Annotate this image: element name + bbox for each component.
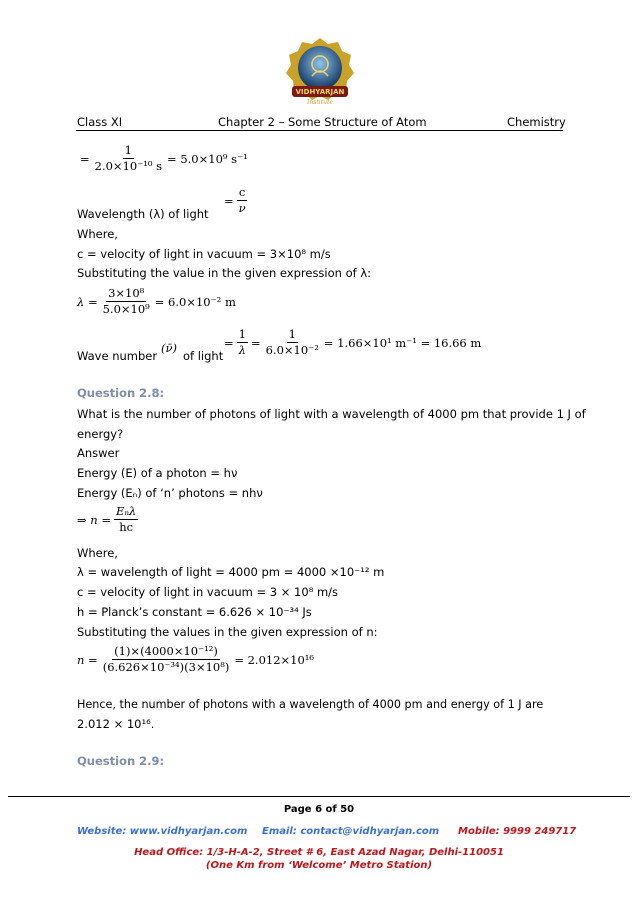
eq-n-num: Eₙλ (116, 504, 137, 518)
wave-number-label: Wave number (77, 349, 158, 363)
header-class: Class XI (77, 115, 123, 129)
equation-c-over-nu: = $\frac{c}{\nu}$ (224, 185, 246, 215)
eq-c-num: c (238, 185, 246, 199)
header-divider (76, 130, 563, 131)
eq-lambda-den: 5.0×10⁹ (102, 302, 150, 316)
logo-emblem-icon (284, 36, 356, 112)
equation-frequency: = $\frac{1}{\text{2.0×10⁻¹⁰ s}}$ = 5.0×10⁹ s⁻¹ (80, 143, 248, 173)
eq-lambda-lhs: λ = (77, 294, 98, 309)
eq-wn-num2: 1 (288, 327, 296, 341)
conclusion-line-1: Hence, the number of photons with a wavelength of 4000 pm and energy of 1 J are (77, 698, 544, 711)
eq-freq-num: 1 (124, 143, 132, 157)
eq-nval-rhs: = 2.012×10¹⁶ (234, 652, 315, 667)
eq-freq-rhs: = 5.0×10⁹ s⁻¹ (167, 151, 248, 166)
eq-wn-den2: 6.0×10⁻² (265, 343, 319, 357)
conclusion-line-2: 2.012 × 10¹⁶. (77, 717, 155, 731)
question-2-9-title: Question 2.9: (77, 754, 165, 768)
svg-text:Institute: Institute (307, 99, 333, 106)
velocity-definition: c = velocity of light in vacuum = 3×10⁸ m/s (77, 247, 331, 261)
energy-n-photons-text: Energy (Eₙ) of ‘n’ photons = nhν (77, 486, 263, 500)
lambda-definition: λ = wavelength of light = 4000 pm = 4000 ×10⁻¹² m (77, 565, 385, 579)
question-2-8-title: Question 2.8: (77, 386, 165, 400)
of-light-label: of light (183, 349, 224, 363)
footer-email[interactable]: Email: contact@vidhyarjan.com (262, 826, 440, 837)
page-number: Page 6 of 50 (283, 804, 355, 815)
institute-logo (284, 36, 356, 112)
svg-text:VIDHYARJAN: VIDHYARJAN (295, 88, 345, 96)
equation-n (77, 505, 138, 534)
eq-freq-den: 2.0×10⁻¹⁰ s (94, 159, 163, 173)
eq-nval-den: (6.626×10⁻³⁴)(3×10⁸) (102, 660, 230, 674)
footer-divider (8, 796, 630, 797)
header-subject: Chemistry (507, 115, 566, 129)
substitution-text-1: Substituting the value in the given expression of λ: (77, 266, 372, 280)
equation-n-value (77, 645, 317, 674)
question-2-8-text-line-1: What is the number of photons of light with a wavelength of 4000 pm that provide 1 J of (77, 407, 586, 421)
footer-office-landmark: (One Km from ‘Welcome’ Metro Station) (205, 860, 433, 871)
footer-office-address: Head Office: 1/3-H-A-2, Street # 6, East Azad Nagar, Delhi-110051 (134, 847, 504, 858)
planck-definition: h = Planck’s constant = 6.626 × 10⁻³⁴ Js (77, 605, 312, 619)
equation-lambda (77, 287, 239, 316)
nu-bar-symbol: (ν̄) (161, 341, 177, 355)
eq-nval-num: (1)×(4000×10⁻¹²) (114, 644, 218, 658)
answer-label: Answer (77, 446, 120, 460)
where-label-1: Where, (77, 227, 118, 241)
energy-photon-text: Energy (E) of a photon = hν (77, 466, 238, 480)
wavelength-label: Wavelength (λ) of light (77, 207, 209, 221)
eq-wn-num1: 1 (238, 327, 246, 341)
eq-nval-lhs: n = (77, 652, 98, 667)
footer-website[interactable]: Website: www.vidhyarjan.com (77, 826, 248, 837)
eq-lambda-num: 3×10⁸ (108, 286, 145, 300)
header-chapter: Chapter 2 – Some Structure of Atom (218, 115, 427, 129)
eq-n-den: hc (119, 520, 134, 534)
eq-wn-den1: λ (238, 343, 246, 357)
eq-lambda-rhs: = 6.0×10⁻² m (154, 294, 236, 309)
eq-wn-rhs: = 1.66×10¹ m⁻¹ = 16.66 m (323, 335, 482, 350)
eq-n-lhs: ⇒ n = (77, 512, 111, 527)
equation-wave-number: = $\frac{1}{\lambda}$ = $\frac{1}{\text{6.0×10⁻²}}$ = 1.66×10¹ m⁻¹ = 16.66 m (224, 327, 482, 357)
eq-nu-den: ν (238, 201, 246, 215)
substitution-text-2: Substituting the values in the given expression of n: (77, 625, 378, 639)
velocity-definition-2: c = velocity of light in vacuum = 3 × 10⁸ m/s (77, 585, 339, 599)
where-label-2: Where, (77, 546, 118, 560)
footer-mobile: Mobile: 9999 249717 (458, 826, 577, 837)
question-2-8-text-line-2: energy? (77, 427, 124, 441)
